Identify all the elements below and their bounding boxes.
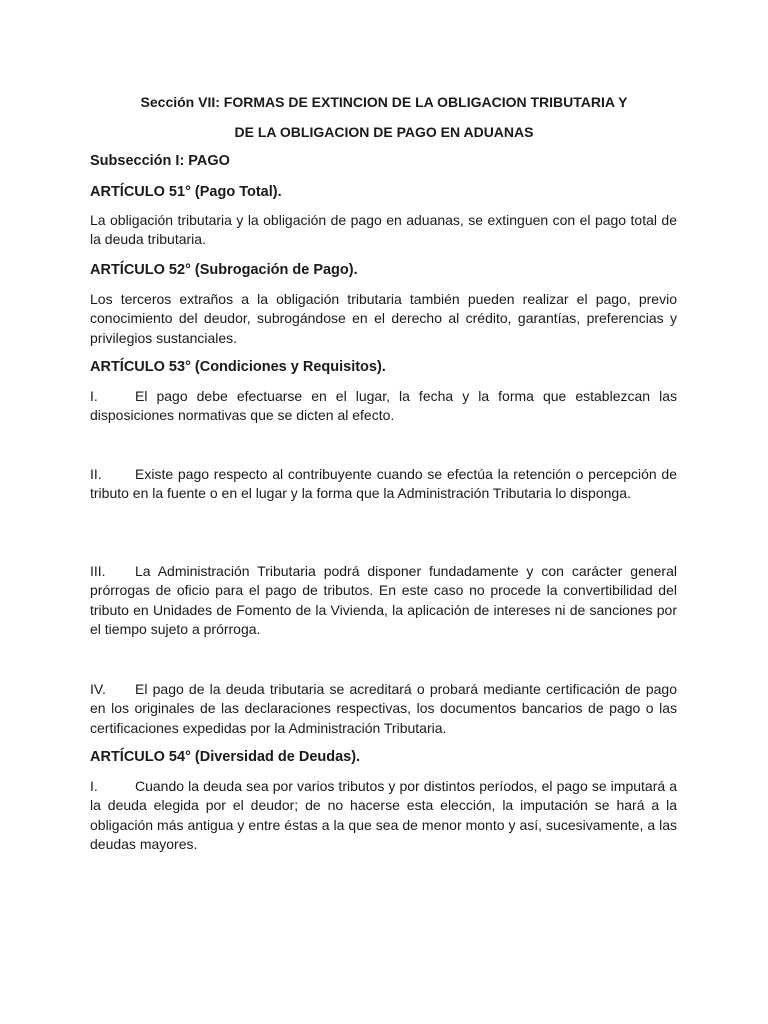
paragraph-text: Existe pago respecto al contribuyente cuando se efectúa la retención o percepción de tributo en la fuente o en el lugar y la forma que la Administración Tributaria lo disponga. [90,466,677,502]
paragraph-text: La Administración Tributaria podrá disponer fundadamente y con carácter general prórrogas de oficio para el pago de tributos. En este caso no procede la convertibilidad del tributo en Unidades de Fomento de la Vivienda, la aplicación de intereses ni de sanciones por el tiempo sujeto a prórroga. [90,563,677,637]
paragraph-number: I. [90,388,98,404]
article-53-paragraph-3 [90,562,677,639]
article-53-paragraph-2 [90,465,677,504]
subsection-heading: Subsección I: PAGO [90,153,230,169]
article-53-paragraph-1 [90,387,677,426]
paragraph-number: II. [90,466,102,482]
article-52-paragraph [90,290,677,348]
article-51-paragraph [90,211,677,250]
paragraph-number: III. [90,563,106,579]
article-54-heading: ARTÍCULO 54° (Diversidad de Deudas). [90,749,361,765]
article-53-paragraph-4 [90,680,677,738]
paragraph-text: La obligación tributaria y la obligación de pago en aduanas, se extinguen con el pago total de la deuda tributaria. [90,212,677,248]
article-51-heading: ARTÍCULO 51° (Pago Total). [90,184,282,200]
article-53-heading: ARTÍCULO 53° (Condiciones y Requisitos). [90,359,386,375]
paragraph-text: Cuando la deuda sea por varios tributos y por distintos períodos, el pago se imputará a la deuda elegida por el deudor; de no hacerse esta elección, la imputación se hará a la obligación más antigua y entre éstas a la que sea de menor monto y así, sucesivamente, a las deudas mayores. [90,778,677,852]
article-54-paragraph-1 [90,777,677,854]
section-title-line-1: Sección VII: FORMAS DE EXTINCION DE LA OBLIGACION TRIBUTARIA Y [140,94,628,110]
paragraph-number: IV. [90,681,106,697]
paragraph-text: El pago debe efectuarse en el lugar, la fecha y la forma que establezcan las disposiciones normativas que se dicten al efecto. [90,388,677,424]
paragraph-text: Los terceros extraños a la obligación tributaria también pueden realizar el pago, previo conocimiento del deudor, subrogándose en el derecho al crédito, garantías, preferencias y privilegios sustanciales. [90,291,677,346]
article-52-heading: ARTÍCULO 52° (Subrogación de Pago). [90,262,358,278]
paragraph-text: El pago de la deuda tributaria se acreditará o probará mediante certificación de pago en los originales de las declaraciones respectivas, los documentos bancarios de pago o las certificaciones expedidas por la Administración Tributaria. [90,681,677,736]
section-title-line-2: DE LA OBLIGACION DE PAGO EN ADUANAS [234,124,534,140]
paragraph-number: I. [90,778,98,794]
